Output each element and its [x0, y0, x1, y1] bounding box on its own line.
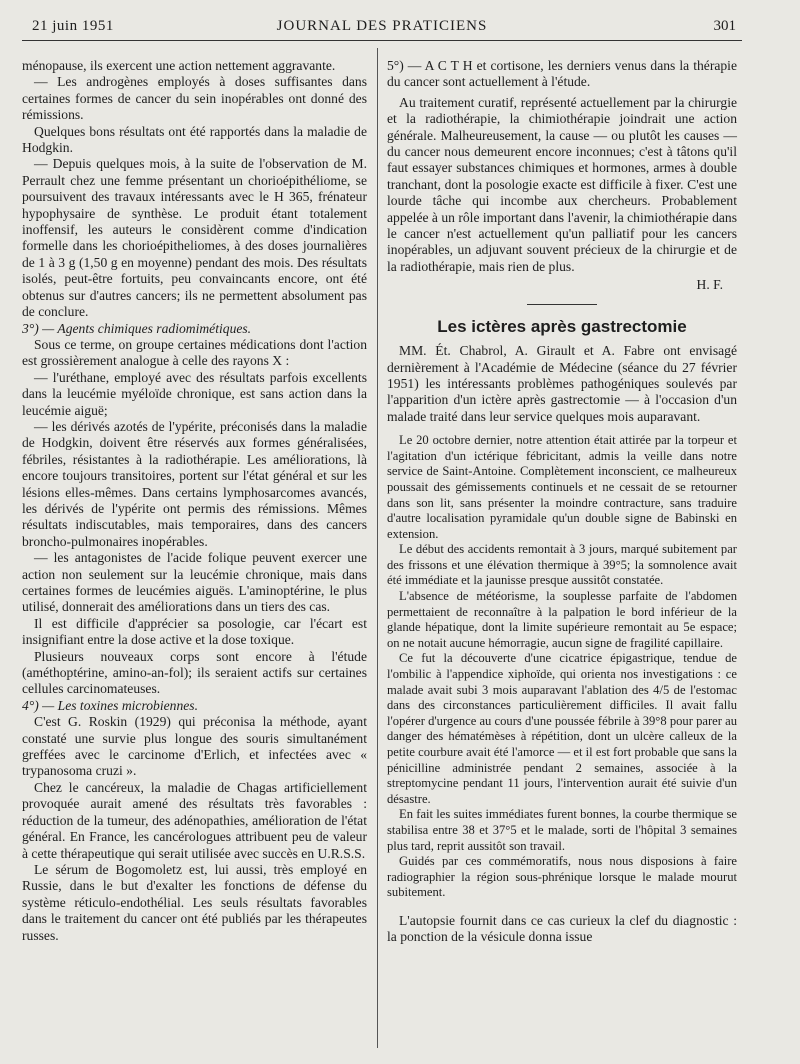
author-signature: H. F.	[696, 277, 723, 293]
issue-date: 21 juin 1951	[32, 18, 114, 34]
paragraph: Le début des accidents remontait à 3 jours, marqué subitement par des frissons et une élévation thermique à 39°5; la somnolence avait été immédiate et la jaunisse presque aussitôt constatée.	[387, 542, 737, 588]
page-number: 301	[713, 18, 736, 34]
paragraph: — Les androgènes employés à doses suffisantes dans certaines formes de cancer du sein inopérables ont donné des rémissions.	[22, 74, 367, 123]
left-column	[22, 58, 367, 944]
journal-title: JOURNAL DES PRATICIENS	[276, 18, 488, 34]
running-header	[22, 14, 742, 41]
section-heading: 4°) — Les toxines microbiennes.	[22, 697, 198, 713]
paragraph: C'est G. Roskin (1929) qui préconisa la méthode, ayant constaté une survie plus longue des souris simultanément greffées avec le carcinome d'Erlich, et infectées avec « trypanosoma cruzi ».	[22, 714, 367, 779]
section-heading: 3°) — Agents chimiques radiomimétiques.	[22, 320, 252, 336]
paragraph: — l'uréthane, employé avec des résultats parfois excellents dans la leucémie myéloïde chronique, est sans action dans la leucémie aiguë;	[22, 369, 367, 418]
paragraph: En fait les suites immédiates furent bonnes, la courbe thermique se stabilisa entre 38 et 37°5 et le malade, sorti de l'hôpital 3 semaines plus tard, reprit aussitôt son travail.	[387, 807, 737, 853]
paragraph: ménopause, ils exercent une action nettement aggravante.	[22, 58, 336, 73]
paragraph: 5°) — A C T H et cortisone, les derniers venus dans la thérapie du cancer sont actuellement à l'étude.	[387, 58, 737, 90]
paragraph: Le 20 octobre dernier, notre attention était attirée par la torpeur et l'agitation d'un ictérique fébricitant, admis la veille dans notre service de Saint-Antoine. Complètement inconscient, ce malheureux poussait des gémissements continuels et ne cessait de se retourner dans son lit, sans présenter la moindre contracture, sans traduire d'autre localisation pyramidale qu'un double signe de Babinski en extension.	[387, 433, 737, 541]
paragraph: Il est difficile d'apprécier sa posologie, car l'écart est insignifiant entre la dose active et la dose toxique.	[22, 615, 367, 648]
paragraph: Plusieurs nouveaux corps sont encore à l'étude (améthoptérine, amino-an-fol); ils seraient actifs sur certaines cellules carcinomateuses.	[22, 648, 367, 697]
paragraph: Guidés par ces commémoratifs, nous nous disposions à faire radiographier la région sous-phrénique lorsque le malade mourut subitement.	[387, 854, 737, 900]
column-divider	[377, 48, 378, 1048]
case-report	[387, 433, 737, 901]
paragraph: L'absence de météorisme, la souplesse parfaite de l'abdomen permettaient de reconnaître à la palpation le bord inférieur de la glande hépatique, dont la limite supérieure remontait au 5e espace; on ne notait aucune hémorragie, aucun signe de fragilité capillaire.	[387, 589, 737, 650]
article-title: Les ictères après gastrectomie	[437, 316, 687, 336]
paragraph: — les dérivés azotés de l'ypérite, préconisés dans la maladie de Hodgkin, doivent être réservés aux formes généralisées, fébriles, résistantes à la radiothérapie. Les améliorations, là encore toujours transitoires, portent sur l'état général et sur les lésions elles-mêmes. Dans certains lymphosarcomes avancés, les dérivés de l'ypérite ont permis des rémissions. Mêmes résultats indiscutables, mais temporaires, dans des cancers broncho-pulmonaires inopérables.	[22, 418, 367, 549]
paragraph: — les antagonistes de l'acide folique peuvent exercer une action non seulement sur la leucémie chronique, mais dans certaines formes de leucémies aiguës. L'aminoptérine, le plus utilisé, donnerait des améliorations dans un tiers des cas.	[22, 550, 367, 615]
paragraph: Chez le cancéreux, la maladie de Chagas artificiellement provoquée aurait amené des résultats très favorables : réduction de la tumeur, des adénopathies, amélioration de l'état général. En France, les cancérologues attribuent peu de valeur à cette thérapeutique qui serait utilisée avec succès en U.R.S.S.	[22, 779, 367, 861]
article-intro: MM. Ét. Chabrol, A. Girault et A. Fabre ont envisagé dernièrement à l'Académie de Médecine (séance du 27 février 1951) les intéressants problèmes pathogéniques soulevés par l'apparition d'un ictère après gastrectomie — à l'occasion d'un malade traité dans leur service quelques mois auparavant.	[387, 343, 737, 424]
paragraph: Quelques bons résultats ont été rapportés dans la maladie de Hodgkin.	[22, 123, 367, 156]
section-separator	[527, 304, 597, 305]
paragraph: L'autopsie fournit dans ce cas curieux la clef du diagnostic : la ponction de la vésicule donna issue	[387, 912, 737, 945]
paragraph: Sous ce terme, on groupe certaines médications dont l'action est grossièrement analogue à celle des rayons X :	[22, 336, 367, 369]
paragraph: — Depuis quelques mois, à la suite de l'observation de M. Perrault chez une femme présentant un chorioépithéliome, se poursuivent des travaux intéressants avec le H 365, frénateur hypophysaire de synthèse. Le produit étant totalement inoffensif, les auteurs le considèrent comme d'indication formelle dans les chorioépitheliomes, à des doses journalières de 1 à 3 g (1,50 g en moyenne) pendant des mois. Des résultats isolés, peut-être fortuits, peu convaincants encore, ont été obtenus sur d'autres cancers; ils ne permettent absolument pas de conclure.	[22, 156, 367, 320]
paragraph: Ce fut la découverte d'une cicatrice épigastrique, tendue de l'ombilic à l'appendice xiphoïde, qui orienta nos investigations : ce malade avait subi 3 mois auparavant l'ablation des 4/5 de l'estomac dans des circonstances particulièrement difficiles. Il avait fallu l'opérer d'urgence au cours d'une poussée fébrile à 39°8 pour parer au danger des hématémèses à répétition, dont un ulcère calleux de la petite courbure avait été l'amorce — et il est fort probable que sans la pénicilline administrée pendant 2 semaines, associée à la streptomycine pendant 11 jours, l'intervention aurait été suivie d'un désastre.	[387, 651, 737, 806]
right-column	[387, 58, 737, 946]
paragraph: Au traitement curatif, représenté actuellement par la chirurgie et la radiothérapie, la chimiothérapie joindrait une action générale. Malheureusement, la cause — ou plutôt les causes — du cancer nous demeurent encore inconnues; c'est à tâtons qu'il faut essayer substances chimiques et hormones, armes à double tranchant, dont la posologie exacte est difficile à fixer. C'est une lourde tâche qui incombe aux chercheurs. Probablement appelée à un rôle important dans l'avenir, la chimiothérapie dans le cancer n'est actuellement qu'un palliatif pour les cancers inopérables, un adjuvant souvent précieux de la chirurgie et de la radiothérapie, mais rien de plus.	[387, 94, 737, 274]
paragraph: Le sérum de Bogomoletz est, lui aussi, très employé en Russie, dans le but d'exalter les fonctions de défense du système réticulo-endothélial. Les seuls résultats favorables dans le traitement du cancer ont été publiés par les thérapeutes russes.	[22, 861, 367, 943]
